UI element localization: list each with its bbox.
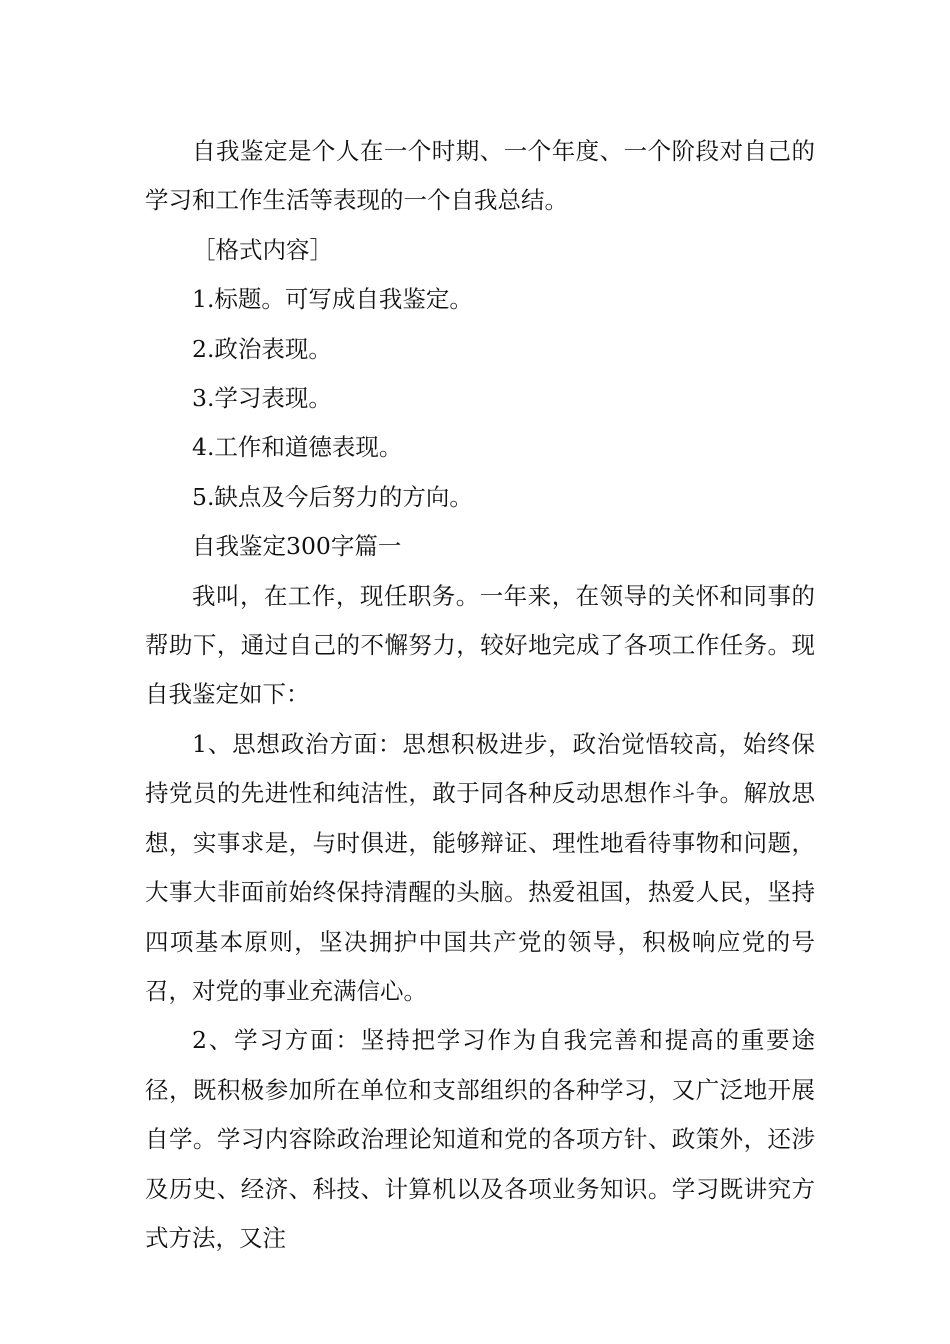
format-item-title: 1.标题。可写成自我鉴定。 [192, 285, 473, 314]
intro-paragraph: 自我鉴定是个人在一个时期、一个年度、一个阶段对自己的学习和工作生活等表现的一个自我总结。 [145, 137, 815, 215]
format-item-work: 4.工作和道德表现。 [192, 433, 403, 462]
section-title: 自我鉴定300字篇一 [192, 532, 402, 561]
study-aspect-paragraph: 2、学习方面：坚持把学习作为自我完善和提高的重要途径，既积极参加所在单位和支部组织的各种学习，又广泛地开展自学。学习内容除政治理论知道和党的各项方针、政策外，还涉及历史、经济、科技、计算机以及各项业务知识。学习既讲究方式方法，又注 [145, 1026, 815, 1252]
format-item-political: 2.政治表现。 [192, 334, 332, 363]
format-item-shortcomings: 5.缺点及今后努力的方向。 [192, 482, 473, 511]
document-body [145, 127, 815, 1263]
format-heading: ［格式内容］ [192, 235, 333, 264]
self-introduction-paragraph: 我叫，在工作，现任职务。一年来，在领导的关怀和同事的帮助下，通过自己的不懈努力，较好地完成了各项工作任务。现自我鉴定如下： [145, 581, 815, 709]
format-item-study: 3.学习表现。 [192, 384, 332, 413]
political-aspect-paragraph: 1、思想政治方面：思想积极进步，政治觉悟较高，始终保持党员的先进性和纯洁性，敢于同各种反动思想作斗争。解放思想，实事求是，与时俱进，能够辩证、理性地看待事物和问题，大事大非面前始终保持清醒的头脑。热爱祖国，热爱人民，坚持四项基本原则，坚决拥护中国共产党的领导，积极响应党的号召，对党的事业充满信心。 [145, 729, 815, 1005]
